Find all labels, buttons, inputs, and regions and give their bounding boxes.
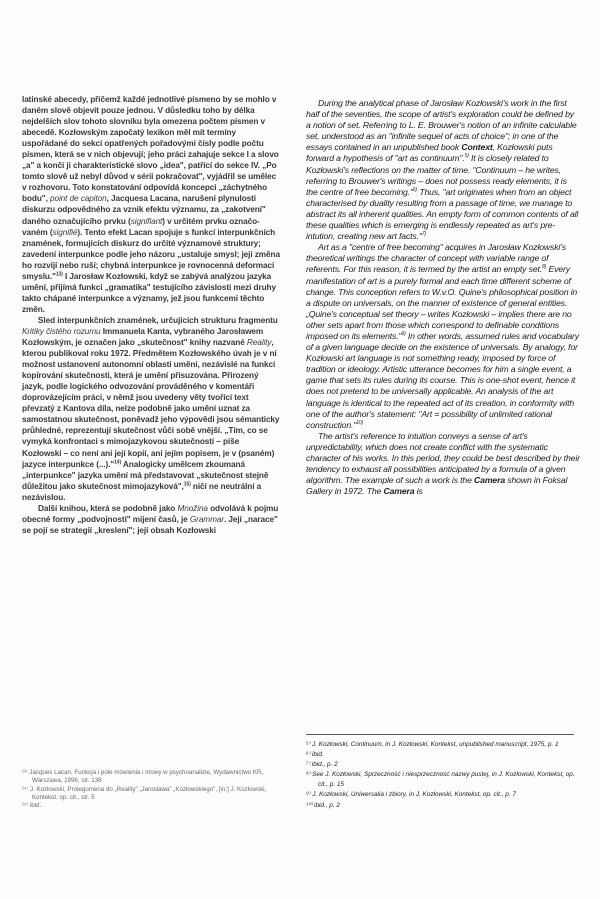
footnote-ref: 7) — [421, 231, 426, 238]
footnote: ⁷⁾ ibid., p. 2 — [306, 761, 338, 769]
paragraph: Sled interpunkčních znamének, určujících strukturu fragmentu Kritiky čistého rozumu Immanuela Kanta, vybraného Jarosławem Kozłowským, je označen jako „skutečnost" knihy nazvané Reality, kterou publikoval roku 1972. Předmětem Kozłowského úvah je v ní možnost ustanovení autonomní oblasti umění, nezávislé na funkci kopírování skutečnosti, která je umění přisuzována. Přirozený jazyk, podle logického odvozování prováděného v komentáři doprovázejícím práci, v němž jsou uvedeny věty tvořící text převzatý z Kantova díla, nelze podobně jako umění uznat za samostatnou skutečnost, poněvadž jeho výpovědi jsou sémanticky průhledné, reprezentují skutečnost vůči sobě vnější. „Tím, co se vymyká konfrontaci s mimojazykovou skutečností – píše Kozłowski – co není ani její kopií, ani jejím popisem, je v (psaném) jazyce interpunkce (...)."$^{14)}$ Analogicky umělcem zkoumaná „interpunkce" jazyka umění má představovat „skutečnost stejně důležitou jako skutečnost mimojazyková",$^{15)}$ ničí ne neutrální a nezávislou. — [22, 315, 280, 502]
footnote-ref: 14) — [114, 458, 122, 465]
footnote-ref: 6) — [412, 186, 418, 193]
paragraph: Další knihou, která se podobně jako Množina odvolává k pojmu obecné formy „podvojnosti" mijení časů, je Grammar. Její „narace" se pojí se strategií „kreslení"; její obsah Kozłowski — [22, 503, 279, 535]
footnote-ref: 13) — [55, 271, 63, 277]
footnote: ¹⁰⁾ ibid., p. 2 — [306, 801, 340, 809]
paragraph: Art as a "centre of free becoming" acquires in Jarosław Kozłowski's theoretical writings the character of concept with variable range of referents. For this reason, it is termed by the artist an empty set.$^{8)}$ Every manifestation of art is a purely formal and each time different scheme of change. This conception refers to W.v.O. Quine's philosophical position in a dispute on universals, on the manner of existence of general entities. „Quine's conceptual set theory – writes Kozłowski – implies there are no other sets apart from those which correspond to definable conditions imposed on its elements."$^{9)}$ In other words, assumed rules and vocabulary of a given language decide on the existence of universals. By analogy, for Kozłowski art language is not something ready, imposed by force of tradition or ideology. Artistic utterance becomes for him a single event, a game that sets its rules during its course. This is one-shot event, hence it does not pretend to be universally applicable. An analysis of the art language is identical to the repeated act of its creation, in conformity with one of the author's statement: "Art = possibility of unlimited rational construction."$^{10)}$ — [306, 242, 579, 430]
footnote-ref: 15) — [183, 480, 191, 487]
footnote: ⁸⁾ See J. Kozłowski, Sprzeczność i niesprzeczność nazwy pustej, in J. Kozłowski, Kontekst, op. cit., p. 15 — [306, 771, 575, 789]
czech-text-column — [22, 94, 280, 536]
footnote-divider — [306, 734, 574, 735]
footnote: ⁶⁾ ibid. — [306, 751, 324, 759]
english-text-column — [306, 98, 580, 497]
paragraph: latinské abecedy, přičemž každé jednotlivé písmeno by se mohlo v daném slově objevit pouze jednou. V důsledku toho by délka nejdelších slov tohoto slovníku byla omezena počtem písmen v abecedě. Kozłowským započatý lexikon měl mít termíny uspořádané do sekcí opatřených pořadovými čísly podle počtu písmen, která se v nich objevují; jeho práci zahajuje sekce I a slovo „a" a končí ji charakteristické slovo „idea", patřící do sekce IV. „Po tomto slově už nebyl důvod v sérii pokračovat", vyjádřil se umělec v rozhovoru. Toto konstatování odpovídá koncepci „záchytného bodu", point de capiton, Jacquesa Lacana, narušení plynulosti diskurzu odpovědného za vznik efektu významu, za „zakotvení" daného označujícího prvku (signifiant) v určitém prvku označo-vaném (signifié). Tento efekt Lacan spojuje s funkcí interpunkčních znamének, formujících diskurz do určité významové struktury; zavedení interpunkce podle jeho názoru „ustaluje smysl; její změna ho rozvíjí nebo ruší; chybná interpunkce je rovnocenná deformaci smyslu."$^{13)}$ I Jarosław Kozłowski, když se zabývá analýzou jazyka umění, přijímá funkci „gramatika" testujícího závislosti mezi druhy takto chápané interpunkce a významy, jež jsou funkcemi těchto změn. — [22, 95, 280, 314]
footnote-ref: 5) — [464, 153, 469, 160]
footnote: ¹⁴⁾ J. Kozłowski, Prolegomena do „Reality" „Jarosława" „Kozłowskiego", [in:] J. Kozłowski, Kontekst, op. cit., str. 5 — [22, 785, 267, 801]
footnote: ⁵⁾ J. Kozłowski, Continuum, in J. Kozłowski, Kontekst, unpublished manuscript, 1975, p. 1 — [306, 741, 559, 748]
footnote: ¹⁵⁾ ibid. — [22, 802, 42, 810]
footnote: ⁹⁾ J. Kozłowski, Uniwersalia i zbiory, in J. Kozłowski, Kontekst, op. cit., p. 7 — [306, 791, 516, 799]
footnote-ref: 10) — [356, 419, 364, 426]
english-footnotes — [306, 740, 576, 811]
paragraph: The artist's reference to intuition conveys a sense of art's unpredictability, which does not create conflict with the systematic character of his works. In this period, they could be best described by their tendency to exhaust all possibilities anticipated by a formula of a given algorithm. The example of such a work is the Camera shown in Foksal Gallery in 1972. The Camera is — [306, 430, 580, 497]
footnote-ref: 9) — [401, 331, 406, 338]
footnote-ref: 8) — [542, 264, 547, 271]
footnote: ¹³⁾ Jacques Lacan, Funkcja i pole mówienia i mowy w psychoanalizie, Wydawnictwo KR, Warszawa, 1996, str. 138 — [22, 769, 264, 785]
paragraph: During the analytical phase of Jarosław Kozłowski's work in the first half of the seventies, the scope of artist's exploration could be defined by a notion of set. Referring to L. E. Brouwer's notion of an infinite calculable set, understood as an "infinite sequel of acts of choice"; in one of the essays contained in an unpublished book Context, Kozłowski puts forward a hypothesis of "art as continuum".$^{5)}$ It is closely related to Kozłowski's reflections on the matter of time. "Continuum – he writes, referring to Brouwer's writings – does not possess ready elements, it is the centre of free becoming."$^{6)}$ Thus, "art originates when from an object characterised by duality resulting from a passage of time, we manage to abstract its all inherent qualities. An empty form of common contents of all these qualities which is emerging is endlessly repeated as art's pre-intution, creating new art facts."$^{7)}$ — [306, 98, 579, 242]
czech-footnotes — [22, 769, 282, 810]
